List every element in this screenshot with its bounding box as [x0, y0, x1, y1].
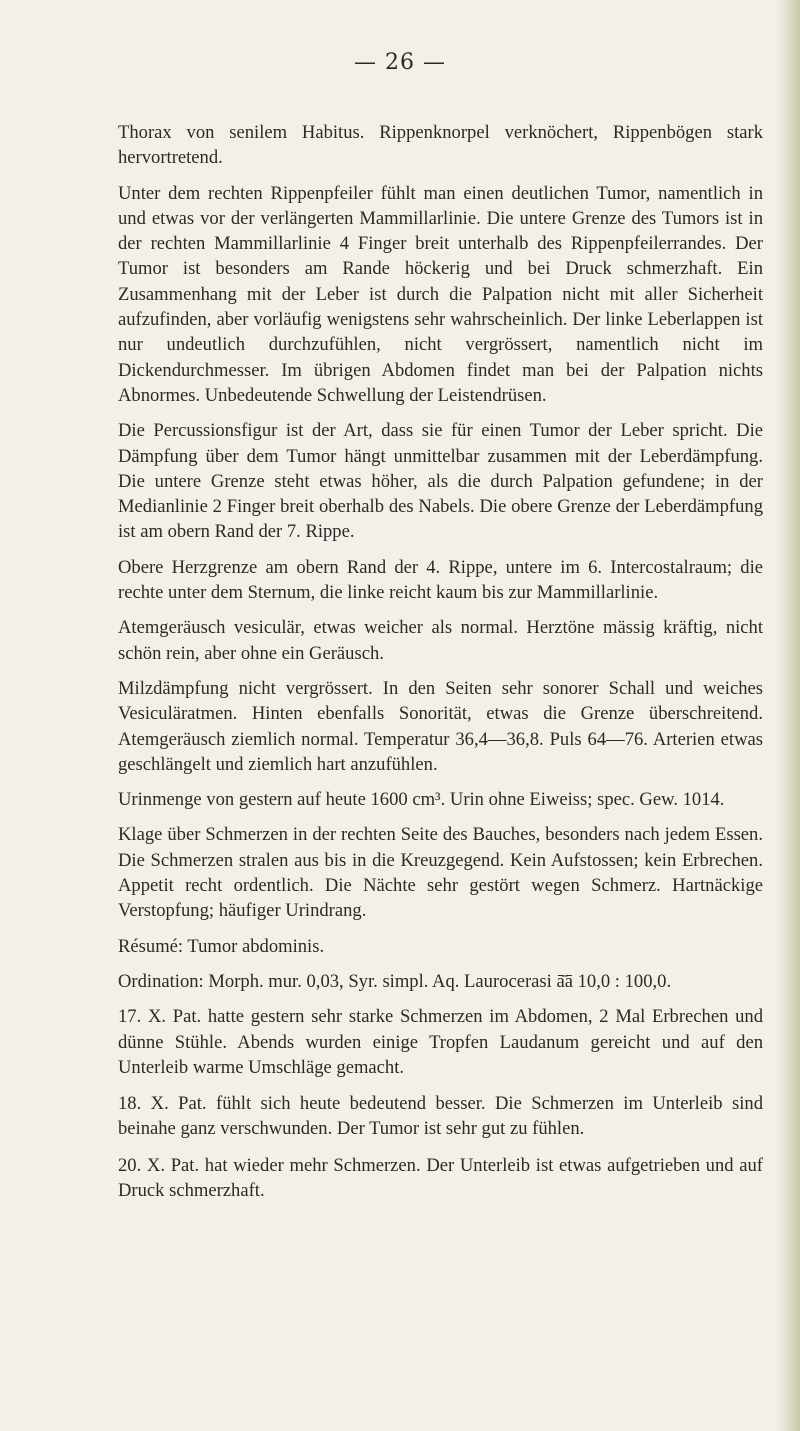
paragraph-tumor-palpation: Unter dem rechten Rippenpfeiler fühlt man einen deutlichen Tumor, namentlich in und etwas vor der verlängerten Mammillarlinie. Die untere Grenze des Tumors ist in der rechten Mammillarlinie 4 Finger breit unterhalb des Rippenpfeilerrandes. Der Tumor ist besonders am Rande höckerig und bei Druck schmerzhaft. Ein Zusammenhang mit der Leber ist durch die Palpation nicht mit aller Sicherheit aufzufinden, aber vorläufig wenigstens sehr wahrscheinlich. Der linke Leberlappen ist nur undeutlich durchzufühlen, nicht vergrössert, namentlich nicht im Dickendurchmesser. Im übrigen Abdomen findet man bei der Palpation nichts Abnormes. Unbedeutende Schwellung der Leistendrüsen. — [118, 182, 763, 406]
paragraph-thorax: Thorax von senilem Habitus. Rippenknorpel verknöchert, Rippenbögen stark hervortretend. — [118, 122, 763, 169]
paragraph-entry-20: 20. X. Pat. hat wieder mehr Schmerzen. Der Unterleib ist etwas aufgetrieben und auf Druck schmerzhaft. — [118, 1154, 763, 1201]
paragraph-spleen-temperature: Milzdämpfung nicht vergrössert. In den Seiten sehr sonorer Schall und weiches Vesiculäratmen. Hinten ebenfalls Sonorität, etwas die Grenze überschreitend. Atemgeräusch ziemlich normal. Temperatur 36,4—36,8. Puls 64—76. Arterien etwas geschlängelt und ziemlich hart anzufühlen. — [118, 677, 763, 775]
paragraph-complaints: Klage über Schmerzen in der rechten Seite des Bauches, besonders nach jedem Essen. Die Schmerzen stralen aus bis in die Kreuzgegend. Kein Aufstossen; kein Erbrechen. Appetit recht ordentlich. Die Nächte sehr gestört wegen Schmerz. Hartnäckige Verstopfung; häufiger Urindrang. — [118, 824, 763, 922]
body-text — [118, 120, 763, 1214]
paragraph-breathing: Atemgeräusch vesiculär, etwas weicher als normal. Herztöne mässig kräftig, nicht schön rein, aber ohne ein Geräusch. — [118, 617, 763, 664]
page-number: — 26 — — [354, 50, 446, 75]
paragraph-ordination: Ordination: Morph. mur. 0,03, Syr. simpl. Aq. Laurocerasi ā̄ā 10,0 : 100,0. — [118, 970, 672, 992]
paragraph-entry-18: 18. X. Pat. fühlt sich heute bedeutend besser. Die Schmerzen im Unterleib sind beinahe ganz verschwunden. Der Tumor ist sehr gut zu fühlen. — [118, 1093, 763, 1140]
paragraph-resume: Résumé: Tumor abdominis. — [118, 935, 325, 957]
paragraph-heart-borders: Obere Herzgrenze am obern Rand der 4. Rippe, untere im 6. Intercostalraum; die rechte unter dem Sternum, die linke reicht kaum bis zur Mammillarlinie. — [118, 556, 763, 604]
paragraph-percussion: Die Percussionsfigur ist der Art, dass sie für einen Tumor der Leber spricht. Die Dämpfung über dem Tumor hängt unmittelbar zusammen mit der Leberdämpfung. Die untere Grenze steht etwas höher, als die durch Palpation gefundene; in der Medianlinie 2 Finger breit oberhalb des Nabels. Die obere Grenze der Leberdämpfung ist am obern Rand der 7. Rippe. — [118, 420, 763, 543]
paragraph-entry-17: 17. X. Pat. hatte gestern sehr starke Schmerzen im Abdomen, 2 Mal Erbrechen und dünne Stühle. Abends wurden einige Tropfen Laudanum gereicht und auf den Unterleib warme Umschläge gemacht. — [118, 1006, 763, 1078]
paragraph-urine: Urinmenge von gestern auf heute 1600 cm³. Urin ohne Eiweiss; spec. Gew. 1014. — [118, 789, 725, 811]
page-edge-shadow — [774, 0, 800, 1431]
